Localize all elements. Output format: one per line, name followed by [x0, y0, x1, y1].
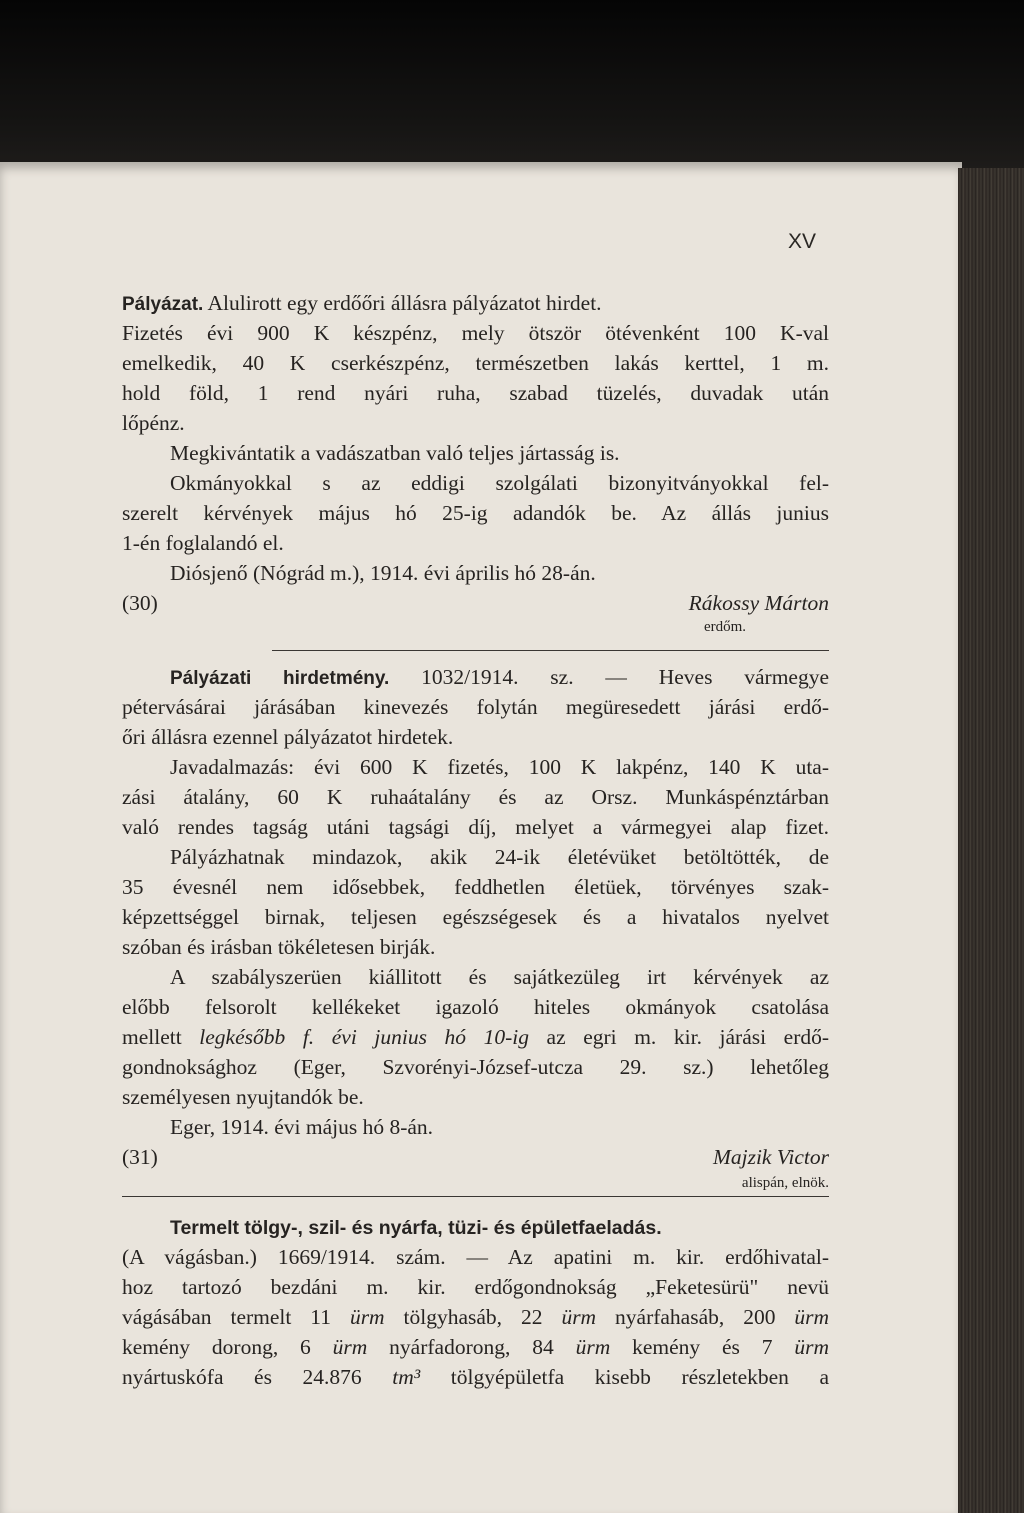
notice1-number: (30) — [122, 591, 158, 615]
notice3-line-4: kemény dorong, 6 ürm nyárfadorong, 84 ürm kemény és 7 ürm — [122, 1335, 830, 1359]
notice1-line-1: Pályázat. Alulirott egy erdőőri állásra pályázatot hirdet. — [122, 291, 602, 315]
section-divider-1 — [272, 650, 829, 651]
notice1-heading: Pályázat. — [122, 294, 204, 315]
notice2-line-7: Pályázhatnak mindazok, akik 24-ik életévüket betöltötték, de — [170, 845, 829, 869]
notice3-line-3: vágásában termelt 11 ürm tölgyhasáb, 22 ürm nyárfahasáb, 200 ürm — [122, 1305, 830, 1329]
notice2-line-8: 35 évesnél nem idősebbek, feddhetlen életüek, törvényes szak- — [122, 875, 829, 899]
notice2-line-15: személyesen nyujtandók be. — [122, 1085, 364, 1109]
notice2-line-5: zási átalány, 60 K ruhaátalány és az Orsz. Munkáspénztárban — [122, 785, 829, 809]
notice2-signer-title: alispán, elnök. — [741, 1175, 829, 1191]
notice2-line-13: mellett legkésőbb f. évi junius hó 10-ig az egri m. kir. járási erdő- — [122, 1025, 830, 1049]
notice3-line-5: nyártuskófa és 24.876 tm³ tölgyépületfa kisebb részletekben a — [122, 1365, 830, 1389]
notice1-line-8: szerelt kérvények május hó 25-ig adandók be. Az állás junius — [122, 501, 829, 525]
notice2-line-2: pétervásárai járásában kinevezés folytán megüresedett járási erdő- — [122, 695, 829, 719]
notice2-line-14: gondnoksághoz (Eger, Szvorényi-József-utcza 29. sz.) lehetőleg — [122, 1055, 829, 1079]
notice2-line-11: A szabályszerüen kiállitott és sajátkezüleg irt kérvények az — [170, 965, 829, 989]
notice1-line-7: Okmányokkal s az eddigi szolgálati bizonyitványokkal fel- — [170, 471, 829, 495]
notice2-line-10: szóban és irásban tökéletesen birják. — [122, 935, 436, 959]
notice1-line-10: Diósjenő (Nógrád m.), 1914. évi április hó 28-án. — [170, 561, 596, 585]
page-number: XV — [788, 230, 817, 253]
notice2-deadline: legkésőbb f. évi junius hó 10-ig — [199, 1025, 529, 1049]
notice2-line-6: való rendes tagság utáni tagsági díj, melyet a vármegyei alap fizet. — [122, 815, 829, 839]
notice1-signer-title: erdőm. — [703, 619, 747, 635]
notice2-number: (31) — [122, 1145, 158, 1169]
notice3-line-1: (A vágásban.) 1669/1914. szám. — Az apatini m. kir. erdőhivatal- — [122, 1245, 829, 1269]
notice1-signer: Rákossy Márton — [688, 591, 829, 615]
notice3-line-2: hoz tartozó bezdáni m. kir. erdőgondnokság „Feketesürü" nevü — [122, 1275, 829, 1299]
notice2-signer: Majzik Victor — [712, 1145, 829, 1169]
notice2-line-1: Pályázati hirdetmény. 1032/1914. sz. — Heves vármegye — [170, 665, 830, 689]
notice2-line-3: őri állásra ezennel pályázatot hirdetek. — [122, 725, 454, 749]
notice2-line-12: előbb felsorolt kellékeket igazoló hiteles okmányok csatolása — [122, 995, 829, 1019]
section-divider-2 — [122, 1196, 829, 1197]
notice1-line-9: 1-én foglalandó el. — [122, 531, 284, 555]
notice2-heading: Pályázati hirdetmény. — [170, 668, 390, 689]
notice2-line-9: képzettséggel birnak, teljesen egészségesek és a hivatalos nyelvet — [122, 905, 829, 929]
page-edges — [958, 168, 1024, 1513]
notice1-line-6: Megkivántatik a vadászatban való teljes jártasság is. — [170, 441, 620, 465]
photo-background-top — [0, 0, 1024, 175]
notice1-line-4: hold föld, 1 rend nyári ruha, szabad tüzelés, duvadak után — [122, 381, 829, 405]
notice1-line-3: emelkedik, 40 K cserkészpénz, természetben lakás kerttel, 1 m. — [122, 351, 829, 375]
notice1-line-5: lőpénz. — [122, 411, 185, 435]
notice2-line-16: Eger, 1914. évi május hó 8-án. — [170, 1115, 434, 1139]
notice2-line-4: Javadalmazás: évi 600 K fizetés, 100 K lakpénz, 140 K uta- — [170, 755, 829, 779]
notice3-heading: Termelt tölgy-, szil- és nyárfa, tüzi- és épületfaeladás. — [170, 1217, 662, 1239]
notice1-line-2: Fizetés évi 900 K készpénz, mely ötször ötévenként 100 K-val — [122, 321, 829, 345]
